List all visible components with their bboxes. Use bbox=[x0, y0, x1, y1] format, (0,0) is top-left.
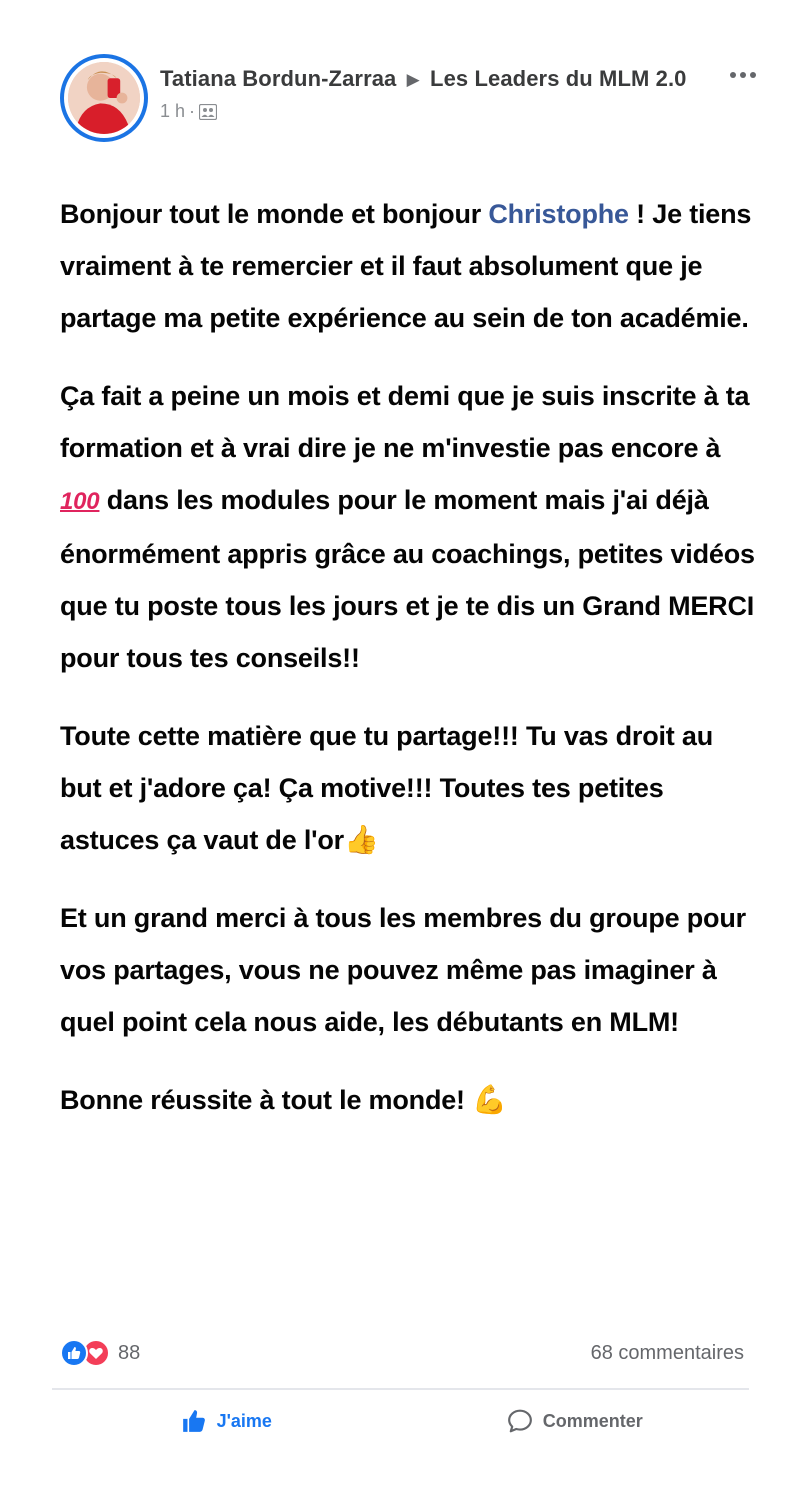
action-bar bbox=[52, 1398, 749, 1444]
group-icon bbox=[199, 104, 217, 120]
post-meta bbox=[160, 101, 720, 122]
comment-label: Commenter bbox=[542, 1410, 643, 1431]
more-options-icon[interactable] bbox=[730, 68, 760, 82]
paragraph-text: Bonne réussite à tout le monde! bbox=[60, 1085, 473, 1115]
divider bbox=[52, 1388, 749, 1390]
post-paragraph-5 bbox=[60, 1074, 760, 1126]
paragraph-text: Ça fait a peine un mois et demi que je suis inscrite à ta formation et à vrai dire je ne m'investie pas encore à bbox=[60, 381, 750, 463]
author-name[interactable]: Tatiana Bordun-Zarraa bbox=[160, 66, 397, 91]
thumbs-up-icon bbox=[181, 1408, 207, 1434]
paragraph-text: Bonjour tout le monde et bonjour bbox=[60, 199, 489, 229]
comment-button[interactable] bbox=[401, 1398, 750, 1444]
avatar[interactable] bbox=[60, 54, 148, 142]
post-paragraph-1 bbox=[60, 188, 760, 344]
post-paragraph-3 bbox=[60, 710, 760, 866]
group-name[interactable]: Les Leaders du MLM 2.0 bbox=[430, 66, 687, 91]
flexed-biceps-icon: 💪 bbox=[472, 1083, 507, 1116]
arrow-right-icon: ▶ bbox=[406, 70, 420, 89]
thumbs-up-emoji-icon: 👍 bbox=[343, 823, 379, 856]
post-stats bbox=[60, 1337, 744, 1369]
post-time[interactable]: 1 h bbox=[160, 101, 186, 121]
post-body bbox=[60, 188, 760, 1152]
mention-link[interactable]: Christophe bbox=[488, 199, 629, 229]
hundred-points-icon: 100 bbox=[60, 488, 100, 515]
avatar-image bbox=[68, 62, 140, 134]
paragraph-text: Toute cette matière que tu partage!!! Tu vas droit au but et j'adore ça! Ça motive!!! Toutes tes petites astuces ça vaut de l'or bbox=[60, 721, 713, 855]
meta-separator: · bbox=[189, 101, 196, 121]
post-paragraph-4 bbox=[60, 892, 760, 1048]
reaction-count: 88 bbox=[118, 1341, 141, 1364]
reactions-summary[interactable] bbox=[60, 1339, 140, 1367]
like-label: J'aime bbox=[216, 1410, 272, 1431]
author-line bbox=[160, 64, 720, 95]
paragraph-text: dans les modules pour le moment mais j'ai déjà énormément appris grâce au coachings, petites vidéos que tu poste tous les jours et je te dis un Grand MERCI pour tous tes conseils!! bbox=[60, 485, 755, 673]
post-header bbox=[60, 54, 760, 154]
comment-icon bbox=[507, 1408, 533, 1434]
post-paragraph-2 bbox=[60, 370, 760, 684]
like-button[interactable] bbox=[52, 1398, 401, 1444]
like-reaction-icon bbox=[60, 1339, 88, 1367]
paragraph-text: Et un grand merci à tous les membres du groupe pour vos partages, vous ne pouvez même pas imaginer à quel point cela nous aide, les débutants en MLM! bbox=[60, 903, 746, 1037]
paragraph-text: ! Je tiens vraiment à te remercier et il faut absolument que je partage ma petite expérience au sein de ton académie. bbox=[60, 199, 752, 333]
avatar-photo-icon bbox=[68, 62, 140, 134]
comment-count-link[interactable]: 68 commentaires bbox=[590, 1341, 744, 1364]
